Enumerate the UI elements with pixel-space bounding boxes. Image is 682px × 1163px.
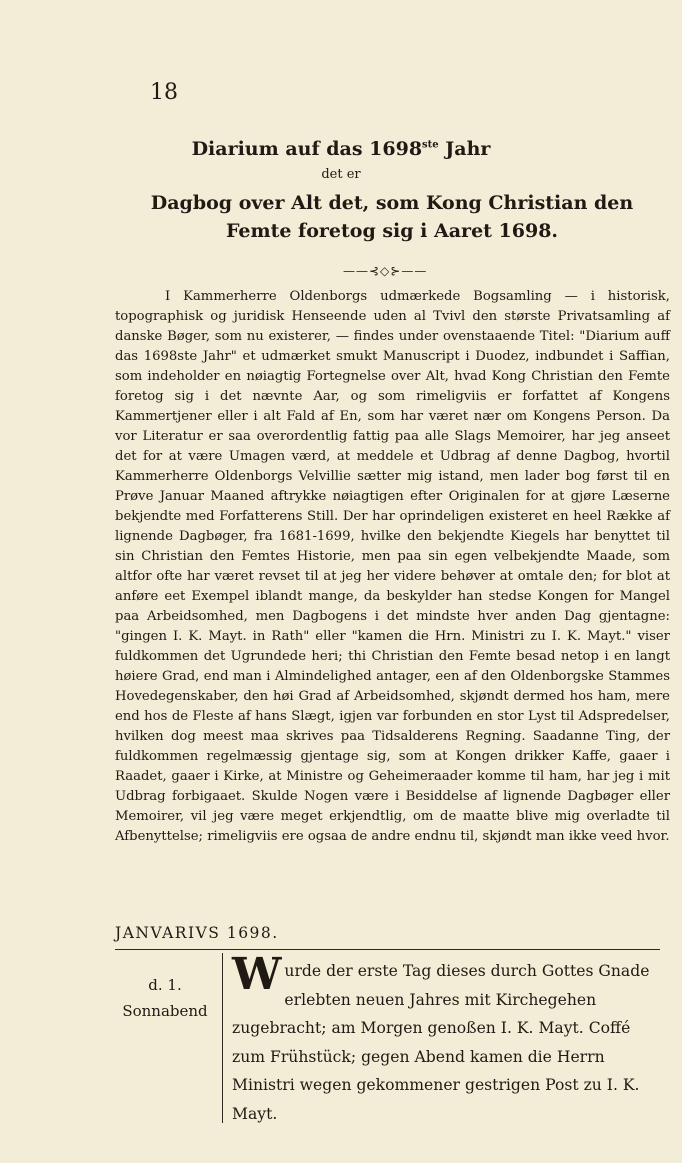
diary-entry: [232, 949, 662, 1128]
page-number: 18: [150, 80, 178, 105]
danish-title-line-1: Dagbog over Alt det, som Kong Christian den: [150, 192, 634, 214]
month-heading: JANVARIVS 1698.: [115, 924, 279, 942]
introduction-paragraph: [115, 287, 670, 847]
diary-entry-text: urde der erste Tag dieses durch Gottes Gnade erlebten neuen Jahres mit Kirchegehen zugebracht; am Morgen genoßen I. K. Mayt. Coffé zum Frühstück; gegen Abend kamen die Herrn Ministri wegen gekommener gestrigen Post zu I. K. Mayt.: [232, 962, 650, 1123]
danish-title: [112, 189, 672, 245]
entry-top-rule: [115, 949, 660, 950]
drop-cap: W: [232, 949, 282, 1000]
entry-date-column: [115, 972, 215, 1024]
title-connector: det er: [321, 167, 361, 182]
danish-title-line-2: Femte foretog sig i Aaret 1698.: [225, 220, 559, 242]
main-title: [0, 138, 682, 160]
main-title-end: Jahr: [445, 138, 491, 160]
entry-column-rule: [222, 953, 223, 1123]
introduction-text: I Kammerherre Oldenborgs udmærkede Bogsamling — i historisk, topographisk og juridisk Henseende uden al Tvivl den største Privatsamling af danske Bøger, som nu existerer, — findes under ovenstaaende Titel: "Diarium auff das 1698ste Jahr" et udmærket smukt Manuscript i Duodez, indbundet i Saffian, som indeholder en nøiagtig Fortegnelse over Alt, hvad Kong Christian den Femte foretog sig i det nævnte Aar, og som rimeligviis er forfattet af Kongens Kammertjener eller i alt Fald af En, som har været nær om Kongens Person. Da vor Literatur er saa overordentlig fattig paa alle Slags Memoirer, har jeg anseet det for at være Umagen værd, at meddele et Udbrag af denne Dagbog, hvortil Kammerherre Oldenborgs Velvillie sætter mig istand, men lader bog først til en Prøve Januar Maaned aftrykke nøiagtigen efter Originalen for at gjøre Læserne bekjendte med Forfatterens Still. Der har oprindeligen existeret en heel Række af lignende Dagbøger, fra 1681-1699, hvilke den bekjendte Kiegels har benyttet til sin Christian den Femtes Historie, men paa sin egen velbekjendte Maade, som altfor ofte har været revset til at jeg her videre behøver at omtale den; for blot at anføre eet Exempel iblandt mange, da beskylder han stedse Kongen for Mangel paa Arbeidsomhed, men Dagbogens i det mindste hver anden Dag gjentagne: "gingen I. K. Mayt. in Rath" eller "kamen die Hrn. Ministri zu I. K. Mayt." viser fuldkommen det Ugrundede heri; thi Christian den Femte besad netop i en langt høiere Grad, end man i Almindelighed antager, een af den Oldenborgske Stammes Hovedegenskaber, den høi Grad af Arbeidsomhed, skjøndt dermed hos ham, mere end hos de Fleste af hans Slægt, igjen var forbunden en stor Lyst til Adspredelser, hvilken dog meest maa skrives paa Tidsalderens Regning. Saadanne Ting, der fuldkommen regelmæssig gjentage sig, som at Kongen drikker Kaffe, gaaer i Raadet, gaaer i Kirke, at Ministre og Geheimeraader komme til ham, har jeg i mit Udbrag forbigaaet. Skulde Nogen være i Besiddelse af lignende Dagbøger eller Memoirer, vil jeg være meget erkjendtlig, om de maatte blive mig overladte til Afbenyttelse; rimeligviis ere ogsaa de andre endnu til, skjøndt man ikke veed hvor.: [115, 289, 670, 844]
main-title-text: Diarium auf das 1698: [191, 138, 423, 160]
main-title-sup: ste: [422, 139, 439, 151]
entry-weekday: Sonnabend: [122, 1002, 208, 1020]
ornament-divider: ——⊰◇⊱——: [343, 264, 428, 278]
entry-day: d. 1.: [148, 976, 182, 994]
